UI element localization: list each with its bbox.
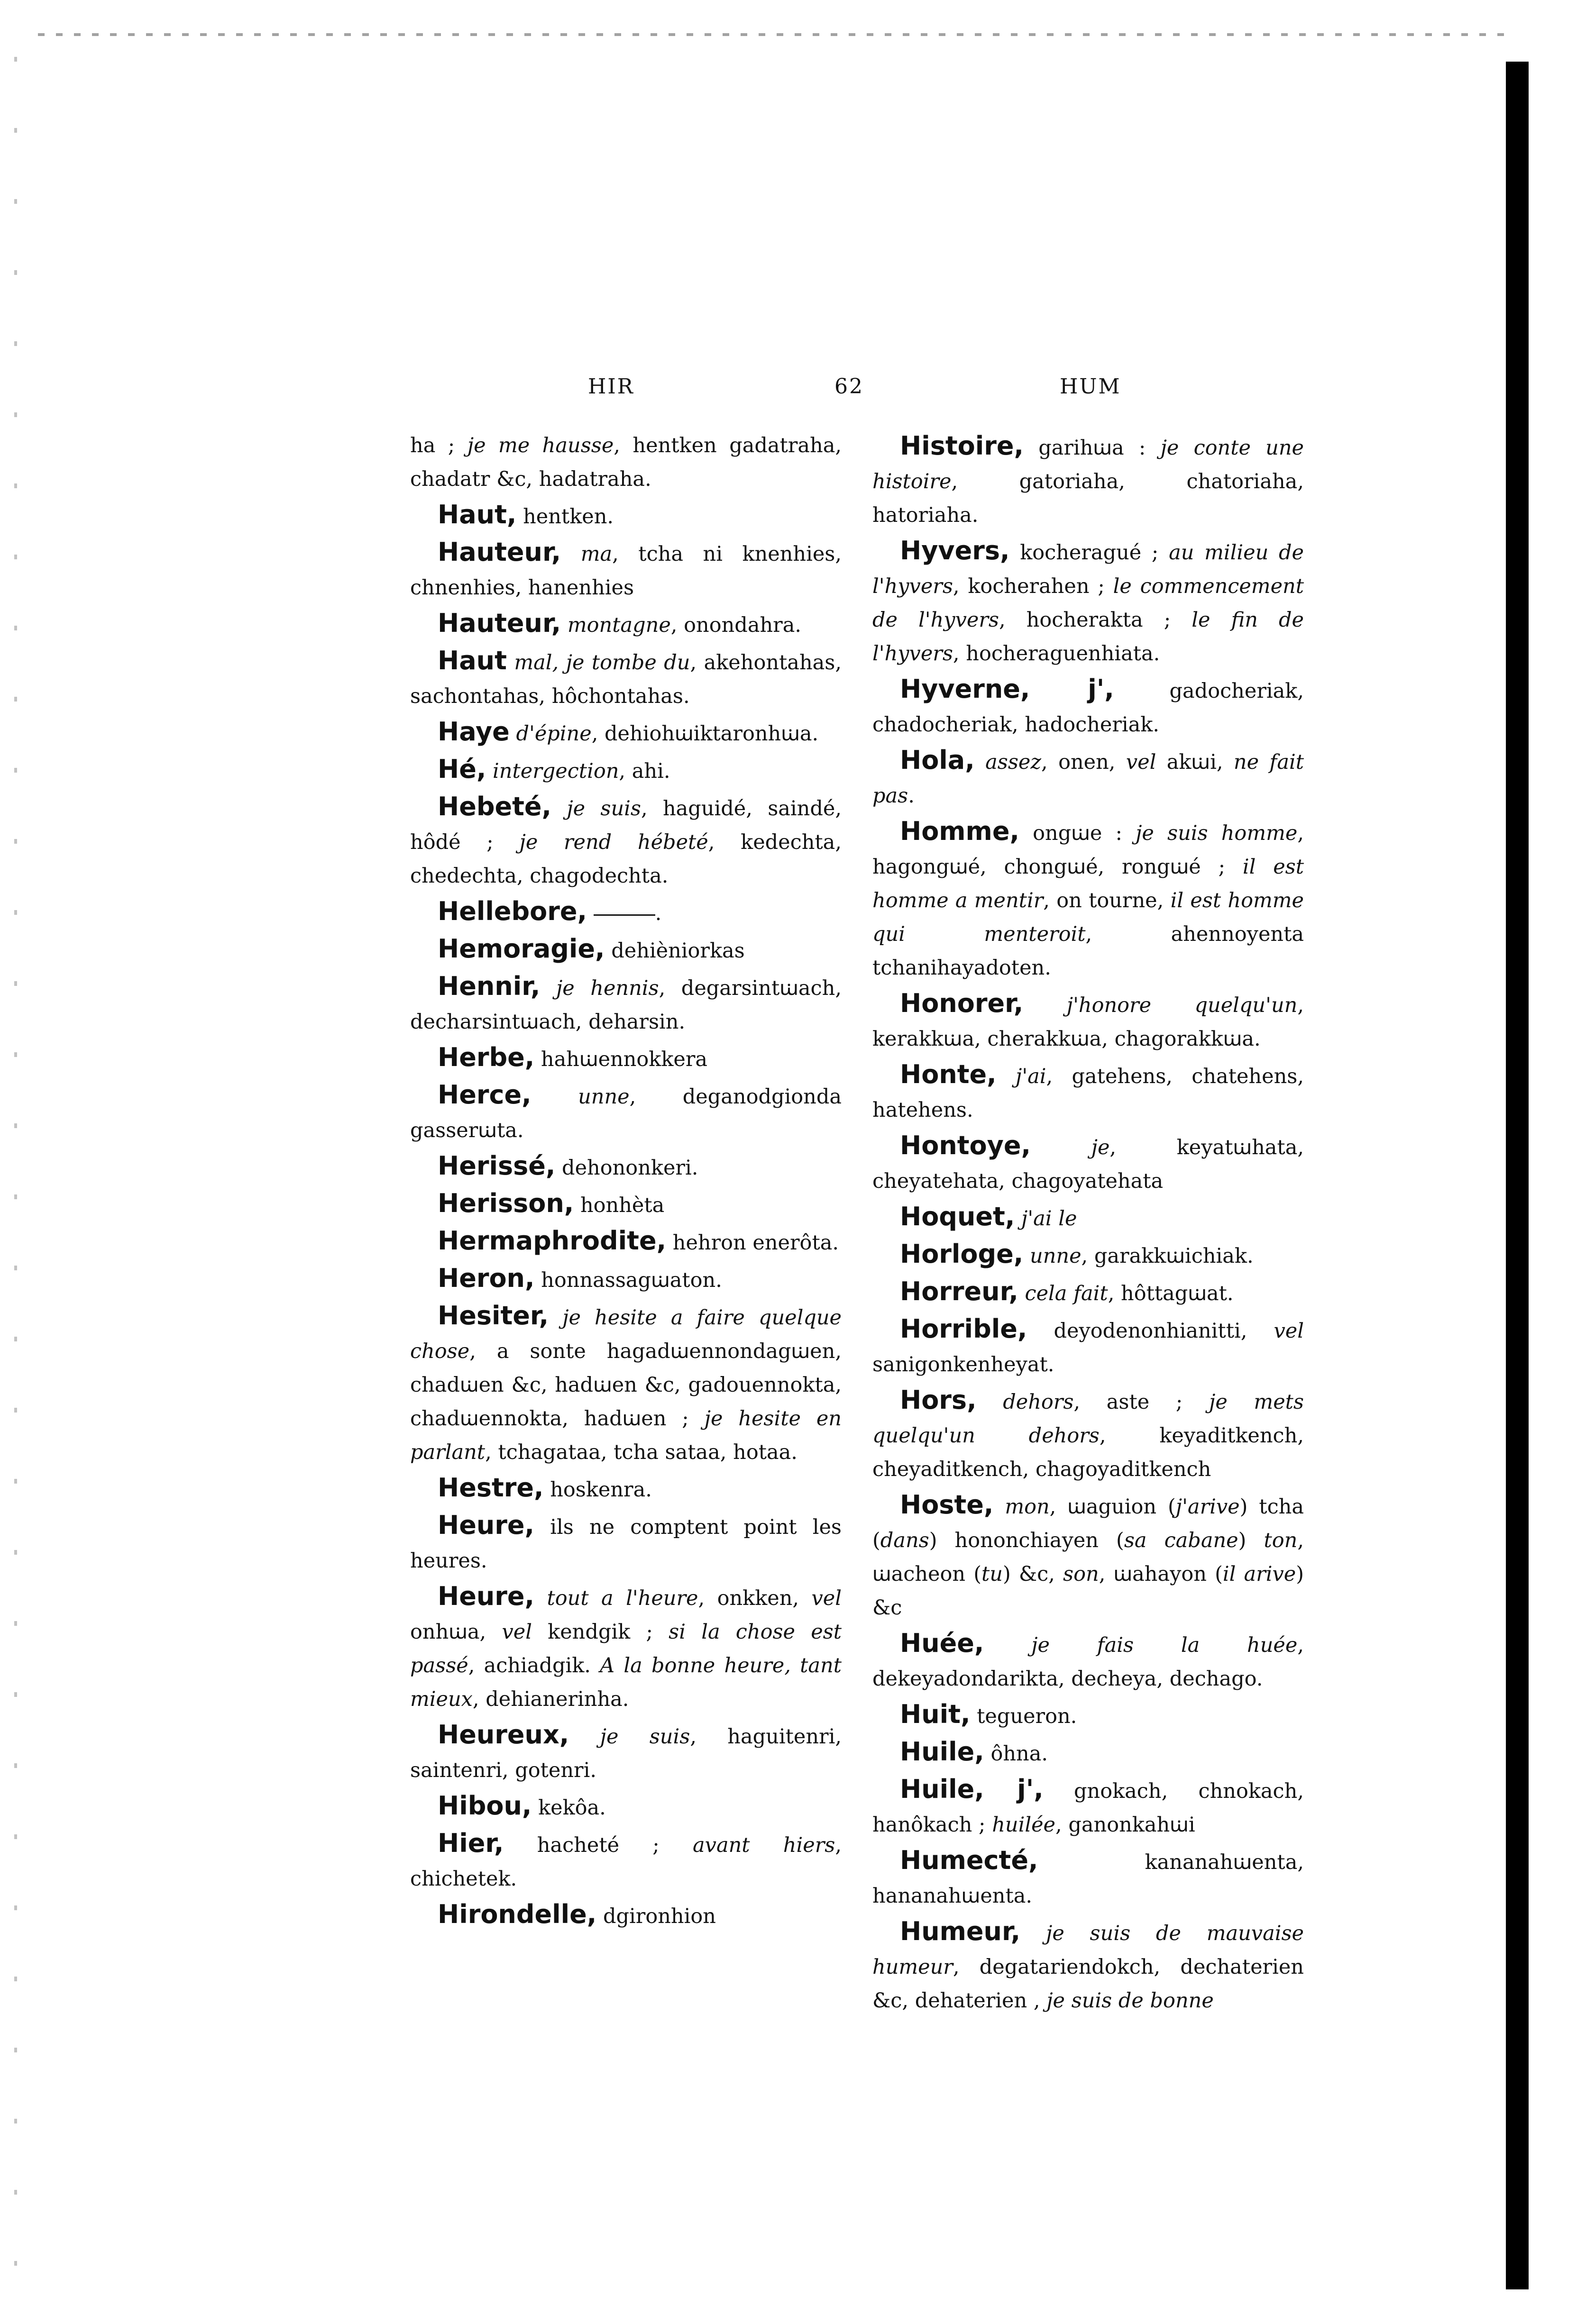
entry-text: , keyatꭐhata, cheyatehata, chagoyatehata: [872, 1136, 1304, 1193]
french-gloss: je suis de mauvaise humeur: [872, 1922, 1304, 1979]
headword: Huit,: [900, 1699, 971, 1729]
headword: Heure,: [438, 1510, 535, 1540]
french-gloss: montagne: [567, 613, 671, 637]
dictionary-entry: [872, 1129, 1304, 1198]
french-gloss: vel: [1126, 750, 1156, 774]
entry-text: hahꭐennokkera: [534, 1048, 708, 1071]
french-gloss: je suis de bonne: [1046, 1989, 1214, 2013]
dictionary-entry: [410, 894, 842, 930]
right-column: [872, 429, 1304, 2019]
french-gloss: il arive: [1222, 1562, 1296, 1586]
entry-text: , ꭐaguion (: [1049, 1495, 1176, 1519]
page-number: 62: [834, 374, 864, 399]
headword: Herissé,: [438, 1151, 556, 1181]
dictionary-entry: [410, 1186, 842, 1222]
entry-text: , onen,: [1041, 750, 1126, 774]
entry-text: gnokach, chnokach, hanôkach ;: [872, 1779, 1304, 1837]
entry-text: [993, 1495, 1005, 1519]
entry-text: [977, 1390, 1003, 1414]
headword: Hebeté,: [438, 792, 552, 821]
headword: Hontoye,: [900, 1130, 1031, 1160]
entry-text: .: [908, 784, 915, 808]
dictionary-entry: [410, 429, 842, 496]
entry-text: [1023, 993, 1066, 1017]
french-gloss: cela fait: [1025, 1282, 1108, 1305]
dictionary-entry: [410, 1471, 842, 1507]
french-gloss: je rend hébeté: [519, 830, 708, 854]
entry-text: sanigonkenheyat.: [872, 1353, 1054, 1376]
headword: Haut: [438, 646, 507, 675]
dictionary-entry: [872, 429, 1304, 532]
entry-text: [540, 976, 556, 1000]
entry-text: kocheragué ;: [1009, 541, 1169, 565]
entry-text: kekôa.: [532, 1796, 606, 1820]
headword: Hennir,: [438, 971, 541, 1001]
french-gloss: je fais la huée: [1031, 1633, 1298, 1657]
headword: Hermaphrodite,: [438, 1226, 667, 1256]
dictionary-entry: [410, 715, 842, 751]
blank-rule: [594, 914, 655, 916]
headword: Hauteur,: [438, 537, 561, 567]
entry-text: , hocherakta ;: [999, 608, 1192, 632]
dictionary-entry: [410, 1508, 842, 1578]
entry-text: , ahennoyenta tchanihayadoten.: [872, 922, 1304, 980]
french-gloss: mal, je tombe du: [514, 651, 690, 674]
entry-text: , on tourne,: [1043, 889, 1171, 912]
entry-text: , haguitenri, saintenri, gotenri.: [410, 1725, 842, 1782]
french-gloss: j'arive: [1175, 1495, 1240, 1519]
entry-text: , haguidé, saindé, hôdé ;: [410, 797, 842, 854]
headword: Heron,: [438, 1263, 535, 1293]
entry-text: dgironhion: [596, 1905, 716, 1928]
entry-text: , deganodgionda gasserꭐta.: [410, 1085, 842, 1142]
french-gloss: il est homme a mentir: [872, 855, 1304, 912]
french-gloss: je suis homme: [1136, 821, 1298, 845]
french-gloss: je suis: [600, 1725, 690, 1749]
french-gloss: je me hausse: [467, 434, 614, 457]
french-gloss: vel: [502, 1620, 532, 1644]
french-gloss: unne: [578, 1085, 630, 1109]
entry-text: [534, 1586, 547, 1610]
french-gloss: je hesite en parlant: [410, 1407, 842, 1464]
scan-edge-bar: [1506, 62, 1529, 2289]
french-gloss: assez: [985, 750, 1042, 774]
headword: Hoste,: [900, 1490, 994, 1520]
headword: Herbe,: [438, 1042, 535, 1072]
dictionary-entry: [410, 1224, 842, 1260]
entry-text: , kerakkꭐa, cherakkꭐa, chagorakkꭐa.: [872, 993, 1304, 1051]
french-gloss: son: [1063, 1562, 1099, 1586]
dictionary-entry: [872, 1312, 1304, 1382]
headword: Heureux,: [438, 1720, 569, 1750]
entry-text: hehron enerôta.: [666, 1231, 839, 1255]
headword: Herce,: [438, 1080, 532, 1110]
headword: Hier,: [438, 1828, 504, 1858]
french-gloss: le commencement de l'hyvers: [872, 574, 1304, 632]
entry-text: , garakkꭐichiak.: [1081, 1244, 1254, 1268]
entry-text: kendgik ;: [532, 1620, 669, 1644]
headword: Huile,: [900, 1737, 984, 1767]
entry-text: , degarsintꭐach, decharsintꭐach, deharsin.: [410, 976, 842, 1034]
dictionary-entry: [410, 1299, 842, 1469]
entry-text: , chichetek.: [410, 1833, 842, 1891]
dictionary-entry: [872, 1275, 1304, 1311]
dictionary-entry: [410, 1718, 842, 1787]
running-head-right: HUM: [1060, 374, 1121, 399]
entry-text: , achiadgik.: [468, 1654, 600, 1677]
entry-text: [507, 651, 514, 674]
entry-text: , hocheraguenhiata.: [953, 642, 1160, 665]
headword: Hyvers,: [900, 536, 1010, 565]
dictionary-entry: [872, 1383, 1304, 1486]
entry-text: [1018, 1282, 1025, 1305]
dictionary-entry: [410, 644, 842, 713]
headword: Horreur,: [900, 1276, 1018, 1306]
entry-text: [569, 1725, 600, 1749]
dictionary-entry: [872, 1488, 1304, 1625]
entry-text: , dehianerinha.: [472, 1687, 629, 1711]
headword: Hibou,: [438, 1791, 532, 1821]
entry-text: hacheté ;: [504, 1833, 693, 1857]
french-gloss: d'épine: [516, 722, 592, 746]
headword: Hesiter,: [438, 1301, 549, 1331]
french-gloss: huilée: [992, 1813, 1056, 1837]
headword: Hauteur,: [438, 608, 561, 638]
dictionary-entry: [872, 814, 1304, 985]
french-gloss: sa cabane: [1124, 1529, 1238, 1552]
entry-text: [510, 722, 516, 746]
headword: Horloge,: [900, 1239, 1024, 1269]
headword: Horrible,: [900, 1314, 1027, 1344]
french-gloss: ma: [580, 542, 613, 566]
french-gloss: avant hiers: [693, 1833, 835, 1857]
scan-artifact-top: [38, 33, 1508, 36]
dictionary-entry: [410, 1789, 842, 1825]
dictionary-entry: [872, 1697, 1304, 1733]
french-gloss: je suis: [567, 797, 641, 820]
dictionary-entry: [872, 1735, 1304, 1771]
entry-text: , hagongꭐé, chongꭐé, rongꭐé ;: [872, 821, 1304, 879]
headword: Hola,: [900, 745, 975, 775]
entry-text: , onkken,: [698, 1586, 812, 1610]
headword: Honte,: [900, 1059, 997, 1089]
headword: Honorer,: [900, 988, 1024, 1018]
headword: Hyverne, j',: [900, 674, 1114, 704]
entry-text: honnassagꭐaton.: [534, 1268, 722, 1292]
entry-text: , kedechta, chedechta, chagodechta.: [410, 830, 842, 888]
headword: Hé,: [438, 754, 486, 784]
french-gloss: au milieu de l'hyvers: [872, 541, 1304, 598]
entry-text: dehièniorkas: [605, 939, 745, 963]
french-gloss: je hennis: [556, 976, 659, 1000]
french-gloss: mon: [1005, 1495, 1050, 1519]
entry-text: [1015, 1207, 1021, 1230]
entry-text: hoskenra.: [543, 1478, 652, 1502]
entry-text: , tcha ni knenhies, chnenhies, hanenhies: [410, 542, 842, 600]
entry-text: , keyaditkench, cheyaditkench, chagoyaditkench: [872, 1424, 1304, 1481]
entry-text: ôhna.: [984, 1742, 1048, 1766]
headword: Herisson,: [438, 1188, 574, 1218]
entry-text: kananahꭐenta, hananahꭐenta.: [872, 1850, 1304, 1908]
entry-text: garihꭐa :: [1024, 436, 1161, 460]
french-gloss: ton: [1264, 1529, 1298, 1552]
dictionary-entry: [410, 1579, 842, 1716]
entry-text: [532, 1085, 578, 1109]
dictionary-entry: [410, 1149, 842, 1185]
entry-text: , dekeyadondarikta, decheya, dechago.: [872, 1633, 1304, 1691]
french-gloss: A la bonne heure, tant mieux: [410, 1654, 842, 1711]
dictionary-entry: [410, 498, 842, 534]
entry-text: ils ne comptent point les heures.: [410, 1515, 842, 1573]
dictionary-entry: [872, 743, 1304, 813]
entry-text: deyodenonhianitti,: [1027, 1319, 1274, 1343]
dictionary-entry: [410, 969, 842, 1039]
dictionary-entry: [410, 752, 842, 788]
dictionary-entry: [872, 1626, 1304, 1696]
entry-text: ) &c: [872, 1562, 1304, 1620]
headword: Humeur,: [900, 1916, 1021, 1946]
entry-text: [486, 759, 493, 783]
entry-text: , hentken gadatraha, chadatr &c, hadatraha.: [410, 434, 842, 491]
dictionary-entry: [872, 1914, 1304, 2018]
dictionary-entry: [872, 1200, 1304, 1236]
dictionary-entry: [410, 535, 842, 605]
french-gloss: je: [1091, 1136, 1110, 1159]
french-gloss: il est homme qui menteroit: [872, 889, 1304, 946]
dictionary-entry: [872, 1843, 1304, 1913]
entry-text: tegueron.: [970, 1704, 1077, 1728]
headword: Homme,: [900, 816, 1019, 846]
entry-text: dehononkeri.: [555, 1156, 698, 1180]
entry-text: , ganonkahꭐi: [1055, 1813, 1195, 1837]
entry-text: hentken.: [516, 505, 614, 529]
entry-text: akꭐi,: [1156, 750, 1234, 774]
entry-text: ) tcha (: [872, 1495, 1304, 1552]
entry-text: honhèta: [574, 1194, 665, 1217]
entry-text: onhꭐa,: [410, 1620, 502, 1644]
dictionary-entry: [872, 986, 1304, 1056]
entry-text: , tchagataa, tcha sataa, hotaa.: [485, 1440, 798, 1464]
entry-text: ) &c,: [1002, 1562, 1063, 1586]
entry-text: [549, 1306, 562, 1330]
french-gloss: vel: [1274, 1319, 1304, 1343]
french-gloss: je mets quelqu'un dehors: [872, 1390, 1304, 1448]
entry-text: , ahi.: [619, 759, 670, 783]
dictionary-entry: [872, 672, 1304, 742]
entry-text: [551, 797, 567, 820]
dictionary-entry: [410, 1078, 842, 1148]
french-gloss: tout a l'heure: [547, 1586, 698, 1610]
entry-text: [1020, 1922, 1046, 1945]
entry-text: gadocheriak, chadocheriak, hadocheriak.: [872, 679, 1304, 737]
headword: Hemoragie,: [438, 934, 605, 964]
entry-text: [997, 1065, 1016, 1088]
dictionary-entry: [872, 1057, 1304, 1127]
entry-text: , akehontahas, sachontahas, hôchontahas.: [410, 651, 842, 708]
dictionary-entry: [410, 1826, 842, 1896]
french-gloss: j'ai: [1016, 1065, 1046, 1088]
entry-text: ha ;: [410, 434, 468, 457]
dictionary-entry: [410, 1040, 842, 1076]
dictionary-entry: [872, 534, 1304, 671]
french-gloss: unne: [1030, 1244, 1082, 1268]
headword: Heure,: [438, 1581, 535, 1611]
scan-artifact-left: [14, 57, 17, 2285]
headword: Hellebore,: [438, 896, 587, 926]
french-gloss: si la chose est passé: [410, 1620, 842, 1677]
french-gloss: j'honore quelqu'un: [1066, 993, 1298, 1017]
french-gloss: dehors: [1003, 1390, 1074, 1414]
french-gloss: je hesite a faire quelque chose: [410, 1306, 842, 1363]
french-gloss: vel: [811, 1586, 842, 1610]
dictionary-entry: [410, 606, 842, 642]
dictionary-entry: [410, 932, 842, 968]
french-gloss: dans: [880, 1529, 929, 1552]
dictionary-entry: [872, 1237, 1304, 1273]
entry-text: ongꭐe :: [1019, 821, 1136, 845]
dictionary-entry: [410, 1261, 842, 1297]
running-head-left: HIR: [588, 374, 634, 399]
french-gloss: ne fait pas: [872, 750, 1304, 808]
entry-text: .: [655, 902, 662, 925]
dictionary-entry: [872, 1772, 1304, 1842]
french-gloss: je conte une histoire: [872, 436, 1304, 493]
entry-text: [1031, 1136, 1091, 1159]
entry-text: [561, 542, 581, 566]
french-gloss: tu: [981, 1562, 1003, 1586]
headword: Huée,: [900, 1628, 984, 1658]
french-gloss: j'ai le: [1021, 1207, 1077, 1230]
headword: Humecté,: [900, 1845, 1038, 1875]
entry-text: , ꭐahayon (: [1099, 1562, 1223, 1586]
entry-text: ) hononchiayen (: [929, 1529, 1124, 1552]
french-gloss: intergection: [493, 759, 619, 783]
headword: Haye: [438, 717, 510, 747]
entry-text: , gatoriaha, chatoriaha, hatoriaha.: [872, 470, 1304, 527]
entry-text: [1023, 1244, 1030, 1268]
dictionary-entry: [410, 1897, 842, 1933]
entry-text: ): [1238, 1529, 1264, 1552]
headword: Hoquet,: [900, 1202, 1015, 1231]
dictionary-entry: [410, 790, 842, 893]
headword: Hestre,: [438, 1473, 544, 1503]
entry-text: , dehiohꭐiktaronhꭐa.: [591, 722, 819, 746]
left-column: [410, 429, 842, 1935]
entry-text: , a sonte hagadꭐennondagꭐen, chadꭐen &c, hadꭐen &c, gadouennokta, chadꭐennokta, hadꭐen ;: [410, 1340, 842, 1431]
entry-text: [561, 613, 568, 637]
entry-text: [587, 902, 594, 925]
headword: Haut,: [438, 500, 517, 529]
headword: Huile, j',: [900, 1774, 1044, 1804]
headword: Histoire,: [900, 431, 1024, 461]
entry-text: , kocherahen ;: [953, 574, 1113, 598]
entry-text: [984, 1633, 1031, 1657]
entry-text: [975, 750, 985, 774]
entry-text: , aste ;: [1073, 1390, 1209, 1414]
headword: Hors,: [900, 1385, 977, 1415]
headword: Hirondelle,: [438, 1899, 597, 1929]
entry-text: , hôttagꭐat.: [1108, 1282, 1234, 1305]
entry-text: , gatehens, chatehens, hatehens.: [872, 1065, 1304, 1122]
french-gloss: le fin de l'hyvers: [872, 608, 1304, 665]
entry-text: , onondahra.: [670, 613, 802, 637]
entry-text: , degatariendokch, dechaterien &c, dehaterien ,: [872, 1955, 1304, 2013]
entry-text: , ꭐacheon (: [872, 1529, 1304, 1586]
